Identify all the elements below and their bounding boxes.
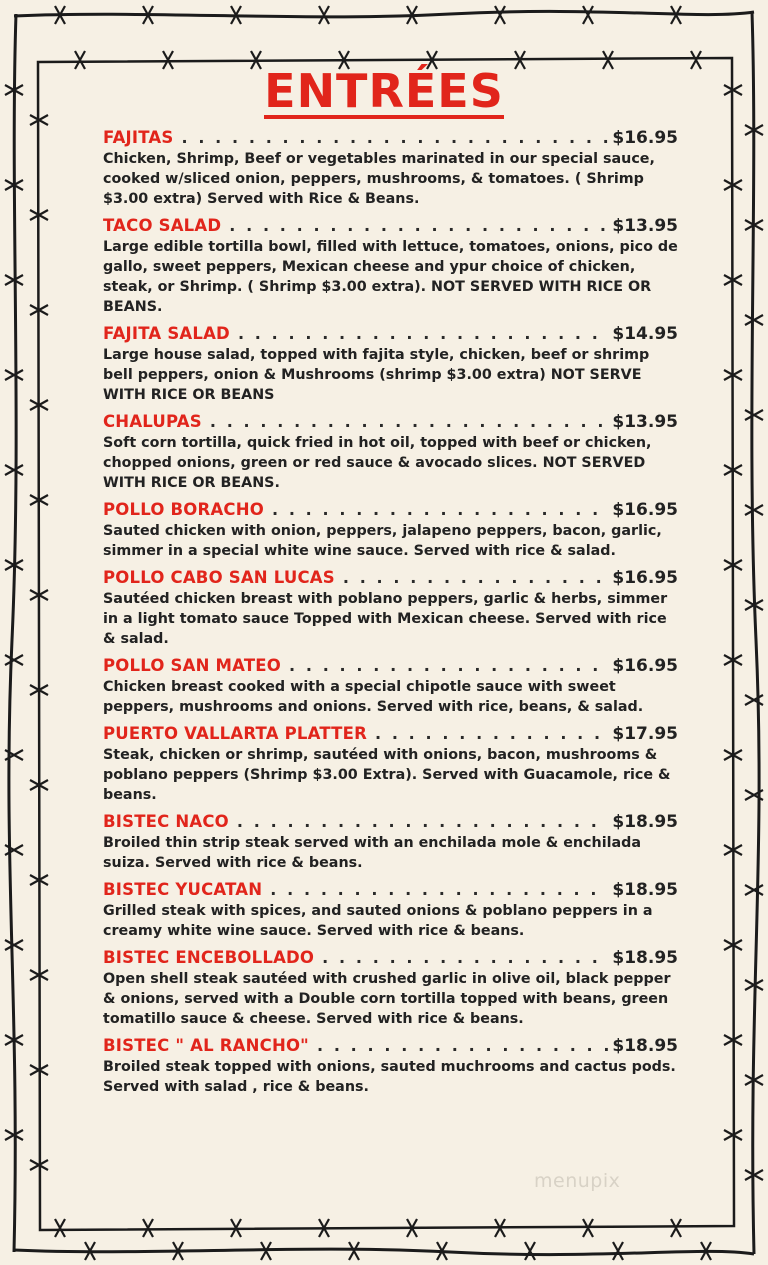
menu-item-price: $16.95 (612, 500, 678, 520)
page-title: ENTRÉES (264, 64, 504, 118)
menu-item-description: Chicken, Shrimp, Beef or vegetables marinated in our special sauce, cooked w/sliced onion, peppers, mushrooms, & tomatoes. ( Shrimp $3.00 extra) Served with Rice & Beans. (103, 151, 655, 207)
menu-item-name: BISTEC YUCATAN (103, 880, 263, 899)
barb-mark (745, 885, 763, 895)
barb-mark (745, 505, 763, 515)
dot-leader (210, 411, 609, 432)
menu-item-price: $16.95 (612, 656, 678, 676)
barb-mark (349, 1242, 359, 1260)
barb-mark (745, 695, 763, 705)
menu-item-name: PUERTO VALLARTA PLATTER (103, 724, 367, 743)
menu-item-name: FAJITAS (103, 128, 174, 147)
menu-item-price: $18.95 (612, 812, 678, 832)
dot-leader (238, 323, 608, 344)
menu-item-name: BISTEC NACO (103, 812, 229, 831)
dot-leader (229, 215, 608, 236)
menu-item-name: POLLO SAN MATEO (103, 656, 281, 675)
menu-item-price: $18.95 (612, 1036, 678, 1056)
barb-mark (613, 1242, 623, 1260)
dot-leader (343, 567, 609, 588)
watermark-text: menupix (534, 1170, 621, 1192)
barb-mark (5, 370, 23, 380)
menu-item-price: $13.95 (612, 216, 678, 236)
menu-item-price: $16.95 (612, 128, 678, 148)
menu-item-description: Sauted chicken with onion, peppers, jalapeno peppers, bacon, garlic, simmer in a special white wine sauce. Served with rice & salad. (103, 523, 662, 559)
menu-item (103, 723, 678, 805)
barb-mark (495, 6, 505, 24)
dot-leader (375, 723, 608, 744)
menu-item-price: $14.95 (612, 324, 678, 344)
menu-item-header (103, 723, 678, 744)
menu-item (103, 567, 678, 649)
barb-mark (525, 1242, 535, 1260)
menu-item-description: Grilled steak with spices, and sauted onions & poblano peppers in a creamy white wine sauce. Served with rice & beans. (103, 903, 653, 939)
menu-item-header (103, 411, 678, 432)
barb-mark (745, 315, 763, 325)
menu-item (103, 655, 678, 717)
barb-mark (143, 1219, 153, 1237)
menu-item (103, 947, 678, 1029)
dot-leader (272, 499, 608, 520)
dot-leader (181, 127, 608, 148)
menu-item-header (103, 655, 678, 676)
dot-leader (289, 655, 608, 676)
barb-mark (319, 6, 329, 24)
barb-mark (5, 465, 23, 475)
menu-item (103, 127, 678, 209)
menu-item-header (103, 947, 678, 968)
barb-mark (745, 410, 763, 420)
menu-item-price: $17.95 (612, 724, 678, 744)
barb-mark (55, 1219, 65, 1237)
menu-list (103, 127, 678, 1097)
menu-item (103, 1035, 678, 1097)
menu-item-price: $13.95 (612, 412, 678, 432)
menu-item-name: TACO SALAD (103, 216, 222, 235)
dot-leader (317, 1035, 608, 1056)
menu-item-description: Broiled thin strip steak served with an enchilada mole & enchilada suiza. Served with rice & beans. (103, 835, 642, 871)
barb-mark (5, 940, 23, 950)
dot-leader (237, 811, 608, 832)
menu-item-name: FAJITA SALAD (103, 324, 230, 343)
menu-item (103, 411, 678, 493)
barb-mark (583, 6, 593, 24)
barb-mark (5, 845, 23, 855)
menu-item (103, 215, 678, 317)
menu-item-description: Large house salad, topped with fajita style, chicken, beef or shrimp bell peppers, onion & Mushrooms (shrimp $3.00 extra) NOT SERVE WITH RICE OR BEANS (103, 347, 650, 403)
dot-leader (270, 879, 608, 900)
menu-item-header (103, 323, 678, 344)
menu-item-name: CHALUPAS (103, 412, 202, 431)
menu-item-name: POLLO CABO SAN LUCAS (103, 568, 335, 587)
menu-item-header (103, 1035, 678, 1056)
menu-item-price: $18.95 (612, 880, 678, 900)
menu-item-header (103, 811, 678, 832)
dot-leader (322, 947, 608, 968)
menu-item-header (103, 567, 678, 588)
menu-item-description: Broiled steak topped with onions, sauted muchrooms and cactus pods. Served with salad , rice & beans. (103, 1059, 676, 1095)
menu-item-name: BISTEC ENCEBOLLADO (103, 948, 315, 967)
menu-item-description: Steak, chicken or shrimp, sautéed with onions, bacon, mushrooms & poblano peppers (Shrimp $3.00 Extra). Served with Guacamole, rice & beans. (103, 747, 671, 803)
menu-item-name: BISTEC " AL RANCHO" (103, 1036, 309, 1055)
menu-item (103, 879, 678, 941)
menu-item (103, 811, 678, 873)
menu-item (103, 323, 678, 405)
menu-item-header (103, 499, 678, 520)
menu-item (103, 499, 678, 561)
menu-item-price: $18.95 (612, 948, 678, 968)
menu-item-header (103, 879, 678, 900)
menu-item-price: $16.95 (612, 568, 678, 588)
barb-mark (5, 655, 23, 665)
menu-item-header (103, 215, 678, 236)
menu-item-name: POLLO BORACHO (103, 500, 264, 519)
menu-item-description: Soft corn tortilla, quick fried in hot oil, topped with beef or chicken, chopped onions, green or red sauce & avocado slices. NOT SERVED WITH RICE OR BEANS. (103, 435, 652, 491)
menu-item-description: Sautéed chicken breast with poblano peppers, garlic & herbs, simmer in a light tomato sauce Topped with Mexican cheese. Served with rice & salad. (103, 591, 668, 647)
menu-item-description: Open shell steak sautéed with crushed garlic in olive oil, black pepper & onions, served with a Double corn tortilla topped with beans, green tomatillo sauce & cheese. Served with rice & beans. (103, 971, 671, 1027)
barb-mark (671, 1219, 681, 1237)
menu-item-description: Large edible tortilla bowl, filled with lettuce, tomatoes, onions, pico de gallo, sweet peppers, Mexican cheese and ypur choice of chicken, steak, or Shrimp. ( Shrimp $3.00 extra). NOT SERVED WITH RICE OR BEANS. (103, 239, 678, 315)
menu-item-header (103, 127, 678, 148)
menu-item-description: Chicken breast cooked with a special chipotle sauce with sweet peppers, mushrooms and onions. Served with rice, beans, & salad. (103, 679, 644, 715)
